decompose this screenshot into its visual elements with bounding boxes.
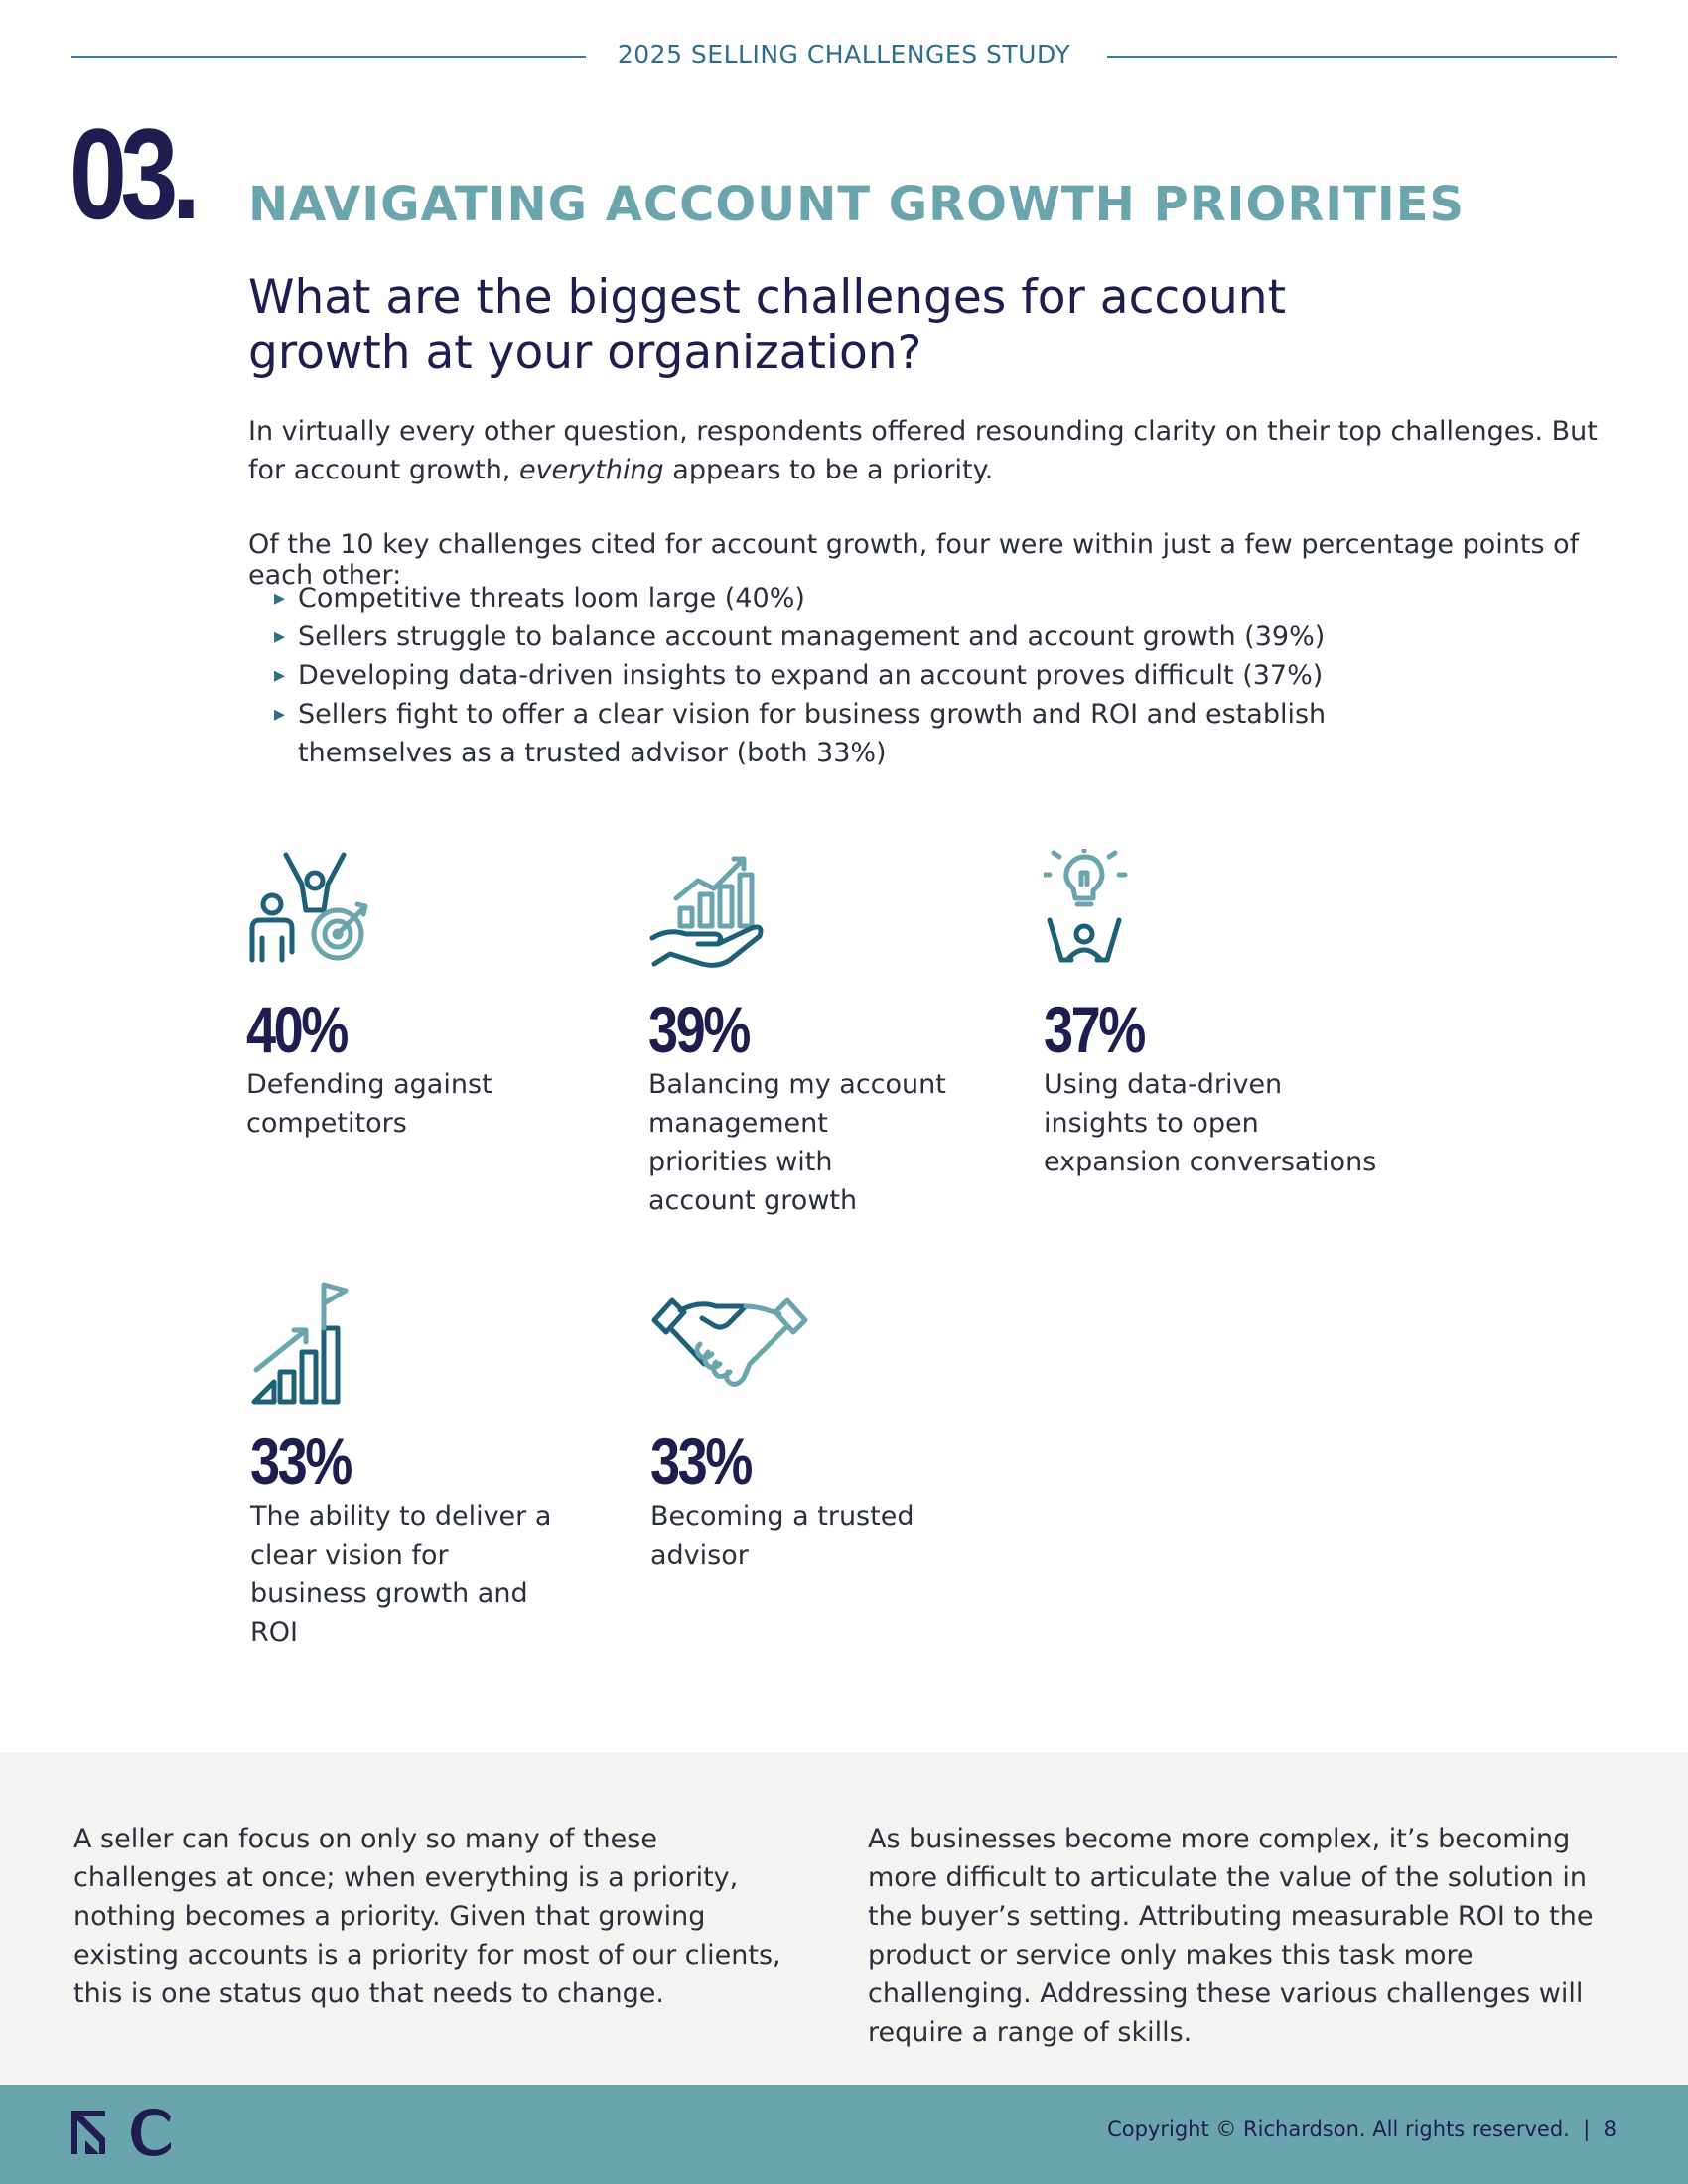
- richardson-logo: [71, 2103, 191, 2162]
- header-title: 2025 SELLING CHALLENGES STUDY: [617, 40, 1071, 68]
- hand-growth-chart-icon: [648, 849, 777, 978]
- stat-percentage: 33%: [250, 1425, 351, 1498]
- bar-chart-flag-icon: [250, 1281, 379, 1410]
- stat-label: Becoming a trusted advisor: [650, 1501, 914, 1570]
- intro-before: In virtually every other question, respondents offered resounding clarity on their top challenges. But for account growth,: [248, 416, 1598, 485]
- bullet-item: ▸ Sellers fight to offer a clear vision for business growth and ROI and establish themselves as a trusted advisor (both 33%): [274, 695, 1420, 772]
- question-line-2: growth at your organization?: [248, 326, 922, 380]
- intro-paragraph: [248, 412, 1618, 489]
- bullet-item: ▸ Developing data-driven insights to expand an account proves difficult (37%): [274, 656, 1420, 695]
- challenge-bullet-list: [274, 579, 1446, 772]
- stat-card: [246, 849, 584, 1143]
- stat-percentage: 40%: [246, 993, 347, 1066]
- intro-emphasis: everything: [518, 455, 664, 485]
- header-rule-right: [1107, 56, 1617, 58]
- section-title: NAVIGATING ACCOUNT GROWTH PRIORITIES: [248, 177, 1466, 232]
- lead-paragraph: Of the 10 key challenges cited for account growth, four were within just a few percentage points of each other:: [248, 529, 1580, 591]
- stat-percentage: 33%: [650, 1425, 751, 1498]
- stat-card: [648, 849, 986, 1220]
- stat-label: Balancing my account management priorities with account growth: [648, 1069, 946, 1216]
- question-line-1: What are the biggest challenges for account: [248, 270, 1287, 325]
- stat-card: [1044, 849, 1381, 1181]
- intro-after: appears to be a priority.: [663, 455, 994, 485]
- celebrating-person-target-icon: [246, 849, 375, 978]
- summary-right: As businesses become more complex, it’s becoming more difficult to articulate the value of the solution in the buyer’s setting. Attributing measurable ROI to the product or service only makes this task more challenging. Addressing these various challenges will require a range of skills.: [868, 1824, 1594, 2048]
- stat-card: [250, 1281, 588, 1652]
- section-number: 03.: [70, 101, 195, 246]
- bullet-item: ▸ Sellers struggle to balance account management and account growth (39%): [274, 617, 1446, 656]
- stat-label: The ability to deliver a clear vision for business growth and ROI: [250, 1501, 552, 1648]
- stat-label: Using data-driven insights to open expansion conversations: [1044, 1069, 1377, 1177]
- lightbulb-person-icon: [1044, 849, 1173, 978]
- stat-percentage: 37%: [1044, 993, 1144, 1066]
- stat-percentage: 39%: [648, 993, 749, 1066]
- handshake-icon: [650, 1281, 809, 1410]
- stat-label: Defending against competitors: [246, 1069, 492, 1139]
- stat-card: [650, 1281, 988, 1574]
- bullet-item: ▸ Competitive threats loom large (40%): [274, 579, 1446, 617]
- summary-left: A seller can focus on only so many of these challenges at once; when everything is a priority, nothing becomes a priority. Given that growing existing accounts is a priority for most of our clients, this is one status quo that needs to change.: [73, 1824, 781, 2009]
- copyright-text: Copyright © Richardson. All rights reserved. | 8: [1107, 2117, 1617, 2141]
- question-heading: [248, 270, 1340, 381]
